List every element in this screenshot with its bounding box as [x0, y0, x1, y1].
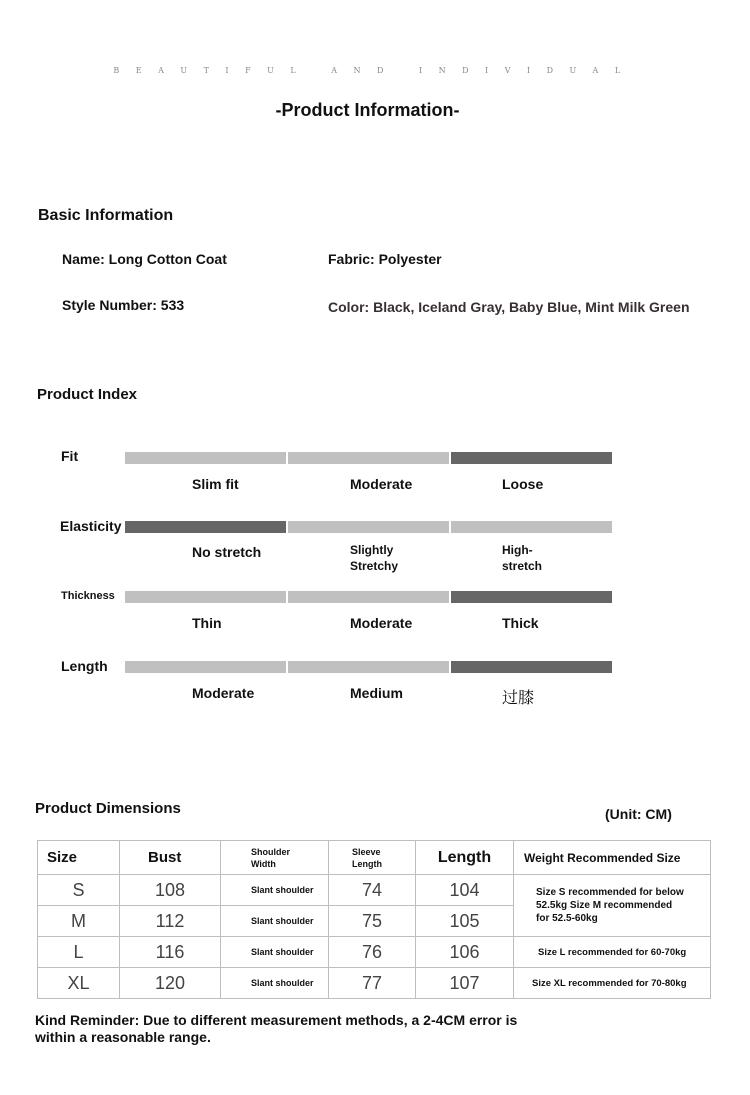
cell-size: S — [38, 875, 120, 906]
index-bar-segment — [125, 521, 286, 533]
cell-weight-l: Size L recommended for 60-70kg — [514, 937, 711, 968]
index-option: Moderate — [350, 615, 413, 631]
index-label-fit: Fit — [61, 448, 79, 464]
cell-size: L — [38, 937, 120, 968]
index-option: Moderate — [192, 685, 255, 701]
header-bust: Bust — [120, 841, 221, 875]
header-sleeve-length: Sleeve Length — [329, 841, 416, 875]
header-size: Size — [38, 841, 120, 875]
index-option: Moderate — [350, 476, 413, 492]
index-option: Slim fit — [192, 476, 239, 492]
index-option: High- stretch — [502, 543, 543, 573]
index-option: Thin — [192, 615, 222, 631]
index-bar-segment — [125, 661, 286, 673]
cell-sleeve: 77 — [329, 968, 416, 999]
page-title: -Product Information- — [275, 100, 460, 120]
header-weight: Weight Recommended Size — [514, 841, 711, 875]
cell-shoulder: Slant shoulder — [221, 937, 329, 968]
header-length: Length — [416, 841, 514, 875]
cell-sleeve: 75 — [329, 906, 416, 937]
index-bar-segment — [288, 591, 449, 603]
table-header-row — [38, 841, 711, 875]
kind-reminder: Kind Reminder: Due to different measurement methods, a 2-4CM error is within a reasonable range. — [35, 1012, 518, 1045]
cell-size: M — [38, 906, 120, 937]
index-label-elasticity: Elasticity — [60, 518, 122, 534]
index-option: Slightly Stretchy — [350, 543, 399, 573]
index-bar-segment — [451, 452, 612, 464]
product-fabric: Fabric: Polyester — [328, 251, 442, 267]
cell-size: XL — [38, 968, 120, 999]
cell-shoulder: Slant shoulder — [221, 875, 329, 906]
product-index-title: Product Index — [37, 386, 138, 403]
index-bar-segment — [288, 521, 449, 533]
cell-sleeve: 74 — [329, 875, 416, 906]
index-option: 过膝 — [502, 688, 535, 707]
index-bar-segment — [125, 452, 286, 464]
index-option: Loose — [502, 476, 544, 492]
index-label-thickness: Thickness — [61, 590, 115, 602]
style-number: Style Number: 533 — [62, 297, 185, 313]
cell-weight-s-m: Size S recommended for below 52.5kg Size M recommended for 52.5-60kg — [514, 875, 711, 937]
cell-shoulder: Slant shoulder — [221, 968, 329, 999]
dimensions-title: Product Dimensions — [35, 800, 181, 817]
index-bar-segment — [125, 591, 286, 603]
index-bar-segment — [288, 661, 449, 673]
cell-bust: 116 — [120, 937, 221, 968]
index-option: Thick — [502, 615, 539, 631]
cell-weight-xl: Size XL recommended for 70-80kg — [514, 968, 711, 999]
brand-tagline: BEAUTIFUL AND INDIVIDUAL — [113, 66, 637, 75]
index-bar-segment — [451, 661, 612, 673]
table-row — [38, 968, 711, 999]
index-option: Medium — [350, 685, 403, 701]
size-table — [37, 840, 711, 999]
cell-sleeve: 76 — [329, 937, 416, 968]
table-row — [38, 937, 711, 968]
cell-length: 105 — [416, 906, 514, 937]
index-bar-segment — [288, 452, 449, 464]
product-name: Name: Long Cotton Coat — [62, 251, 227, 267]
cell-length: 106 — [416, 937, 514, 968]
basic-info-title: Basic Information — [38, 207, 174, 224]
table-row — [38, 875, 711, 906]
cell-length: 107 — [416, 968, 514, 999]
unit-label: (Unit: CM) — [605, 806, 672, 822]
header-shoulder-width: Shoulder Width — [221, 841, 329, 875]
cell-bust: 108 — [120, 875, 221, 906]
cell-shoulder: Slant shoulder — [221, 906, 329, 937]
product-colors: Color: Black, Iceland Gray, Baby Blue, Mint Milk Green — [328, 299, 690, 315]
index-label-length: Length — [61, 658, 108, 674]
index-option: No stretch — [192, 544, 262, 560]
cell-bust: 120 — [120, 968, 221, 999]
cell-length: 104 — [416, 875, 514, 906]
cell-bust: 112 — [120, 906, 221, 937]
index-bar-segment — [451, 591, 612, 603]
index-bar-segment — [451, 521, 612, 533]
